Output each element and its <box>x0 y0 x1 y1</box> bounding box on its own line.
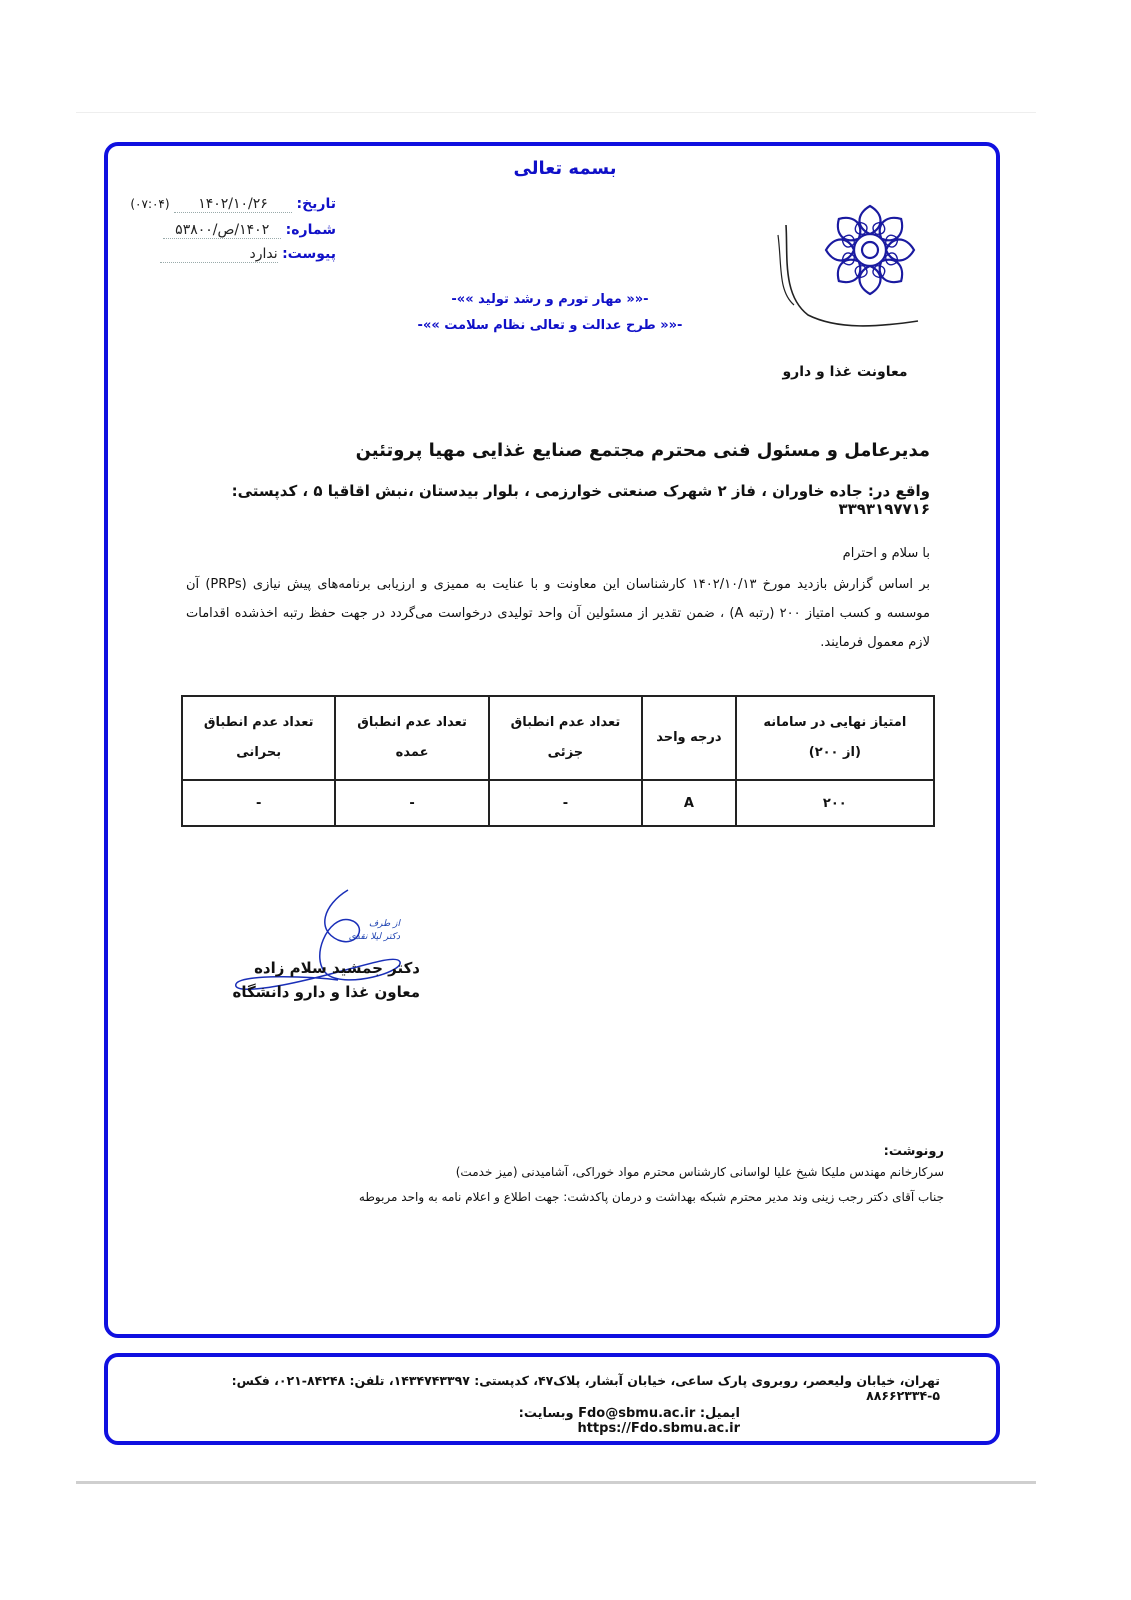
evaluation-table <box>181 695 935 827</box>
attachment-label: پیوست: <box>282 246 336 262</box>
signatory <box>200 956 420 1004</box>
cc-title: رونوشت: <box>883 1144 944 1159</box>
date-value: ۱۴۰۲/۱۰/۲۶ <box>174 196 292 213</box>
date-label: تاریخ: <box>296 196 336 212</box>
signatory-title: معاون غذا و دارو دانشگاه <box>232 983 420 1001</box>
website-link[interactable]: https://Fdo.sbmu.ac.ir <box>577 1421 740 1436</box>
recipient-title: مدیرعامل و مسئول فنی محترم مجتمع صنایع غذایی مهیا پروتئین <box>355 440 930 461</box>
value-minor-nc: - <box>489 780 642 826</box>
university-logo <box>768 195 928 345</box>
slogan-line-1: -«« مهار تورم و رشد تولید »»- <box>451 292 649 307</box>
value-unit-grade: A <box>642 780 736 826</box>
header-final-score: امتیاز نهایی در سامانه (از ۲۰۰) <box>736 696 934 780</box>
attachment-line <box>140 246 336 263</box>
number-label: شماره: <box>285 222 336 238</box>
value-critical-nc: - <box>182 780 335 826</box>
value-final-score: ۲۰۰ <box>736 780 934 826</box>
email-link[interactable]: Fdo@sbmu.ac.ir <box>578 1406 696 1421</box>
value-major-nc: - <box>335 780 488 826</box>
header-minor-nc: تعداد عدم انطباق جزئی <box>489 696 642 780</box>
greeting: با سلام و احترام <box>842 546 930 561</box>
slogan-line-2: -«« طرح عدالت و تعالی نظام سلامت »»- <box>417 318 683 333</box>
footer-address: تهران، خیابان ولیعصر، روبروی پارک ساعی، خیابان آبشار، پلاک۴۷، کدپستی: ۱۴۳۴۷۴۳۳۹۷، تلفن: ۸۴۲۴۸-۰۲۱، فکس: ۵-۸۸۶۶۲۳۳۴ <box>231 1373 940 1403</box>
number-value: ۱۴۰۲/ص/۵۳۸۰۰ <box>163 222 281 239</box>
cc-line-1: سرکارخانم مهندس ملیکا شیخ علیا لواسانی کارشناس محترم مواد خوراکی، آشامیدنی (میز خدمت) <box>455 1165 944 1179</box>
sbmu-logo-icon <box>768 195 928 345</box>
attachment-value: ندارد <box>160 246 278 263</box>
signatory-name: دکتر جمشید سلام زاده <box>254 959 420 977</box>
time-value: (۰۷:۰۴) <box>130 197 170 211</box>
cc-line-2: جناب آقای دکتر رجب زینی وند مدیر محترم شبکه بهداشت و درمان پاکدشت: جهت اطلاع و اعلام نامه به واحد مربوطه <box>358 1190 944 1204</box>
department-name: معاونت غذا و دارو <box>782 364 908 380</box>
date-line <box>118 196 336 213</box>
header-major-nc: تعداد عدم انطباق عمده <box>335 696 488 780</box>
footer-contacts <box>360 1406 740 1436</box>
table-row <box>182 780 934 826</box>
letter-body: بر اساس گزارش بازدید مورخ ۱۴۰۲/۱۰/۱۳ کارشناسان این معاونت و با عنایت به ممیزی و ارزیابی برنامه‌های پیش نیازی (PRPs) آن موسسه و کسب امتیاز ۲۰۰ (رتبه A) ، ضمن تقدیر از مسئولین آن واحد تولیدی درخواست می‌گردد در جهت حفظ رتبه اخذشده اقدامات لازم معمول فرمایند. <box>186 577 930 650</box>
signature-on-behalf: از طرف دکتر لیلا نقدی <box>348 919 400 942</box>
header-unit-grade: درجه واحد <box>642 696 736 780</box>
email-label: ایمیل: <box>699 1406 740 1421</box>
number-line <box>140 222 336 239</box>
header-critical-nc: تعداد عدم انطباق بحرانی <box>182 696 335 780</box>
table-header-row <box>182 696 934 780</box>
website-label: وبسایت: <box>518 1406 574 1421</box>
bismillah-heading: بسمه تعالی <box>513 158 617 179</box>
recipient-address: واقع در: جاده خاوران ، فاز ۲ شهرک صنعتی خوارزمی ، بلوار بیدستان ،نبش اقاقیا ۵ ، کدپستی: ۳۳۹۳۱۹۷۷۱۶ <box>231 482 930 518</box>
